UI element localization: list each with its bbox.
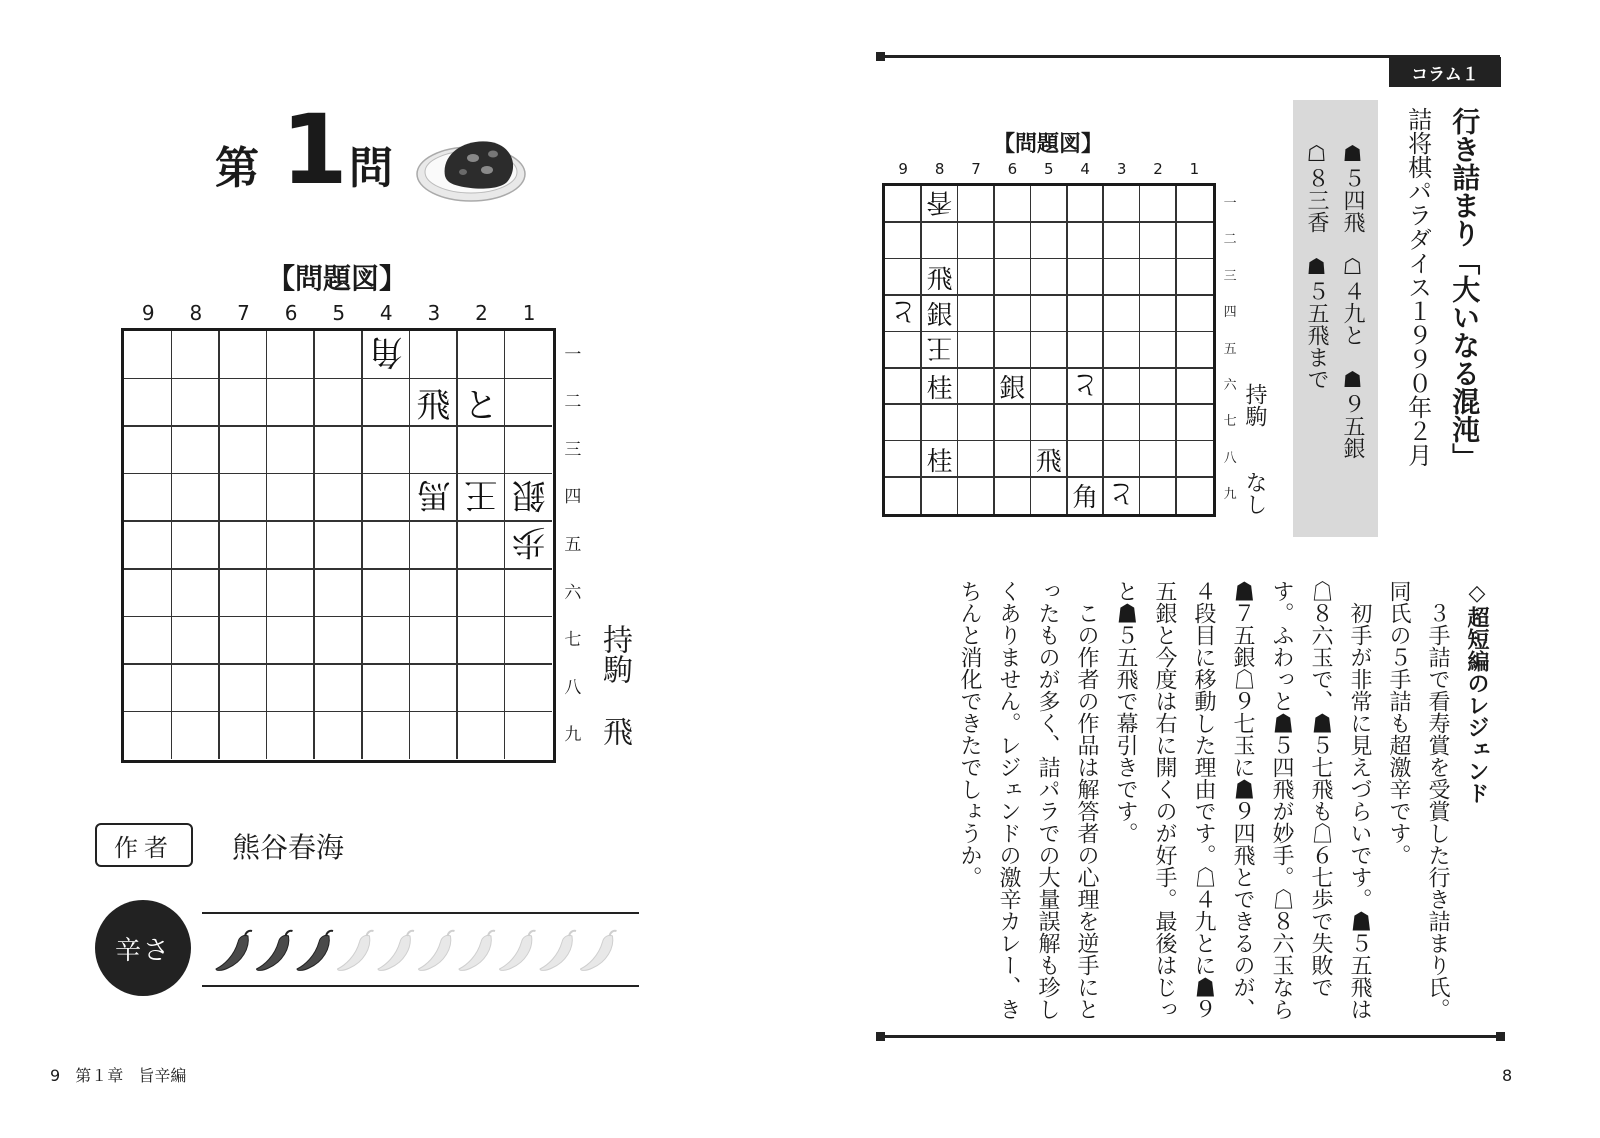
column-number: 3 xyxy=(1116,160,1127,178)
row-number: 三 xyxy=(1223,268,1237,284)
footer-left xyxy=(50,1063,196,1086)
grid-line xyxy=(124,568,552,570)
essay-heading: ◇超短編のレジェンド xyxy=(1464,580,1490,804)
shogi-piece: 飛 xyxy=(926,264,953,295)
spiciness-label: 辛さ xyxy=(95,900,191,996)
column-number: 3 xyxy=(427,301,441,325)
row-number: 一 xyxy=(1223,196,1237,211)
shogi-board xyxy=(882,183,1216,517)
row-number: 八 xyxy=(1223,450,1237,466)
shogi-piece: と xyxy=(1072,368,1099,399)
mochigoma-value: なし xyxy=(1242,471,1267,515)
mochigoma-value: 飛 xyxy=(597,716,632,746)
problem-suffix: 問 xyxy=(349,143,393,194)
row-number: 三 xyxy=(564,439,582,460)
shogi-board xyxy=(121,328,556,763)
shogi-piece: 香 xyxy=(926,186,953,217)
column-number: 6 xyxy=(1007,160,1018,178)
chili-pepper-icon xyxy=(297,931,333,971)
mochigoma-label: 持駒 xyxy=(1242,383,1267,427)
column-number: 9 xyxy=(898,160,908,178)
column-essay xyxy=(880,580,1496,1020)
row-number: 六 xyxy=(1223,378,1237,393)
rule-end xyxy=(876,52,885,61)
shogi-piece: と xyxy=(890,295,917,326)
grid-line xyxy=(218,331,220,759)
shogi-piece: 角 xyxy=(368,331,403,372)
answer-box xyxy=(1293,100,1378,537)
row-number: 一 xyxy=(564,344,582,365)
shogi-piece: 王 xyxy=(463,474,498,515)
column-number: 8 xyxy=(189,301,203,325)
shogi-piece: 桂 xyxy=(926,373,953,404)
answer-line: ☗５四飛 ☖４九と ☗９五銀 xyxy=(1340,142,1365,459)
row-number: 二 xyxy=(564,392,582,413)
column-source: 詰将棋パラダイス１９９０年２月 xyxy=(1403,107,1432,467)
section-label: 旨辛編 xyxy=(138,1066,187,1085)
shogi-piece: 馬 xyxy=(416,474,451,515)
chapter-label: 第１章 xyxy=(75,1066,124,1085)
chili-pepper-icon xyxy=(216,931,252,971)
page-number-left: 9 xyxy=(50,1066,61,1085)
column-number: 7 xyxy=(237,301,250,325)
figure-label: 【問題図】 xyxy=(992,132,1103,157)
shogi-piece: 銀 xyxy=(999,373,1026,404)
row-number: 四 xyxy=(1223,305,1237,321)
mochigoma xyxy=(1241,383,1267,515)
row-number: 九 xyxy=(564,725,582,746)
grid-line xyxy=(171,331,173,759)
column-number: 8 xyxy=(934,160,945,178)
shogi-piece: と xyxy=(1108,477,1135,508)
chili-pepper-icon xyxy=(459,931,495,971)
grid-line xyxy=(124,711,552,713)
row-number: 七 xyxy=(1223,414,1237,430)
column-number: 6 xyxy=(284,301,298,325)
author-name: 熊谷春海 xyxy=(232,831,345,864)
grid-line xyxy=(1175,186,1177,514)
column-title: 行き詰まり「大いなる混沌」 xyxy=(1448,107,1482,471)
shogi-piece: 銀 xyxy=(926,300,953,331)
shogi-piece: 歩 xyxy=(511,521,546,562)
shogi-piece: 銀 xyxy=(511,474,546,515)
chili-pepper-icon xyxy=(378,931,414,971)
rule-end xyxy=(1496,1032,1505,1041)
column-number: 1 xyxy=(1189,160,1200,178)
grid-line xyxy=(124,616,552,618)
rule-end xyxy=(876,1032,885,1041)
column-number: 2 xyxy=(475,301,488,325)
grid-line xyxy=(1139,186,1141,514)
grid-line xyxy=(124,663,552,665)
chili-pepper-icon xyxy=(581,931,617,971)
problem-number: 1 xyxy=(281,94,348,206)
shogi-piece: 飛 xyxy=(1035,446,1062,477)
grid-line xyxy=(361,331,363,759)
column-number: 7 xyxy=(971,160,981,178)
row-number: 七 xyxy=(564,630,582,651)
essay-paragraph: この作者の作品は解答者の心理を逆手にとったものが多く、詰パラでの大量誤解も珍しくありません。レジェンドの激辛カレー、きちんと消化できたでしょうか。 xyxy=(957,580,1099,1020)
divider xyxy=(202,985,639,987)
row-number: 八 xyxy=(564,677,582,698)
column-number: 5 xyxy=(332,301,346,325)
shogi-piece: 角 xyxy=(1072,482,1099,513)
column-number: 9 xyxy=(141,301,155,325)
chili-pepper-icon xyxy=(419,931,455,971)
shogi-piece: 桂 xyxy=(926,446,953,477)
figure-label: 【問題図】 xyxy=(266,262,407,295)
divider xyxy=(202,912,639,914)
chili-pepper-icon xyxy=(500,931,536,971)
mochigoma xyxy=(597,624,631,746)
spiciness-meter xyxy=(212,926,622,974)
essay-paragraph: ３手詰で看寿賞を受賞した行き詰まり氏。同氏の５手詰も超激辛です。 xyxy=(1386,580,1450,1020)
chili-pepper-icon xyxy=(257,931,293,971)
problem-title xyxy=(215,94,425,206)
column-number: 4 xyxy=(379,301,393,325)
grid-line xyxy=(1102,186,1104,514)
row-number: 五 xyxy=(1223,341,1237,357)
grid-line xyxy=(266,331,268,759)
row-number: 五 xyxy=(564,534,582,555)
shogi-piece: と xyxy=(463,385,498,426)
row-number: 四 xyxy=(564,487,582,508)
author-label: 作者 xyxy=(95,823,193,867)
shogi-piece: 王 xyxy=(926,332,953,363)
column-number: 5 xyxy=(1044,160,1054,178)
column-number: 1 xyxy=(522,301,536,325)
bottom-rule xyxy=(880,1035,1500,1038)
chili-pepper-icon xyxy=(338,931,374,971)
answer-line: ☖８三香 ☗５五飛まで xyxy=(1304,142,1329,390)
curry-plate-icon xyxy=(415,124,527,204)
page-number-right: 8 xyxy=(1502,1066,1513,1085)
row-number: 二 xyxy=(1223,232,1237,248)
problem-prefix: 第 xyxy=(215,143,259,194)
grid-line xyxy=(313,331,315,759)
column-number: 2 xyxy=(1153,160,1163,178)
essay-paragraph: 初手が非常に見えづらいです。☗５五飛は☖８六玉で、☗５七飛も☖６七歩で失敗です。ふわっと☗５四飛が妙手。☖８六玉なら☗７五銀☖９七玉に☗９四飛とできるのが、４段目に移動した理由です。☖４九とに☗９五銀と今度は右に開くのが好手。最後はじっと☗５五飛で幕引きです。 xyxy=(1113,580,1372,1020)
shogi-piece: 飛 xyxy=(416,385,451,426)
mochigoma-label: 持駒 xyxy=(597,624,632,684)
row-number: 九 xyxy=(1223,487,1237,503)
grid-line xyxy=(993,186,995,514)
column-number: 4 xyxy=(1080,160,1090,178)
chili-pepper-icon xyxy=(540,931,576,971)
column-tag: コラム１ xyxy=(1389,57,1501,87)
row-number: 六 xyxy=(564,582,582,603)
